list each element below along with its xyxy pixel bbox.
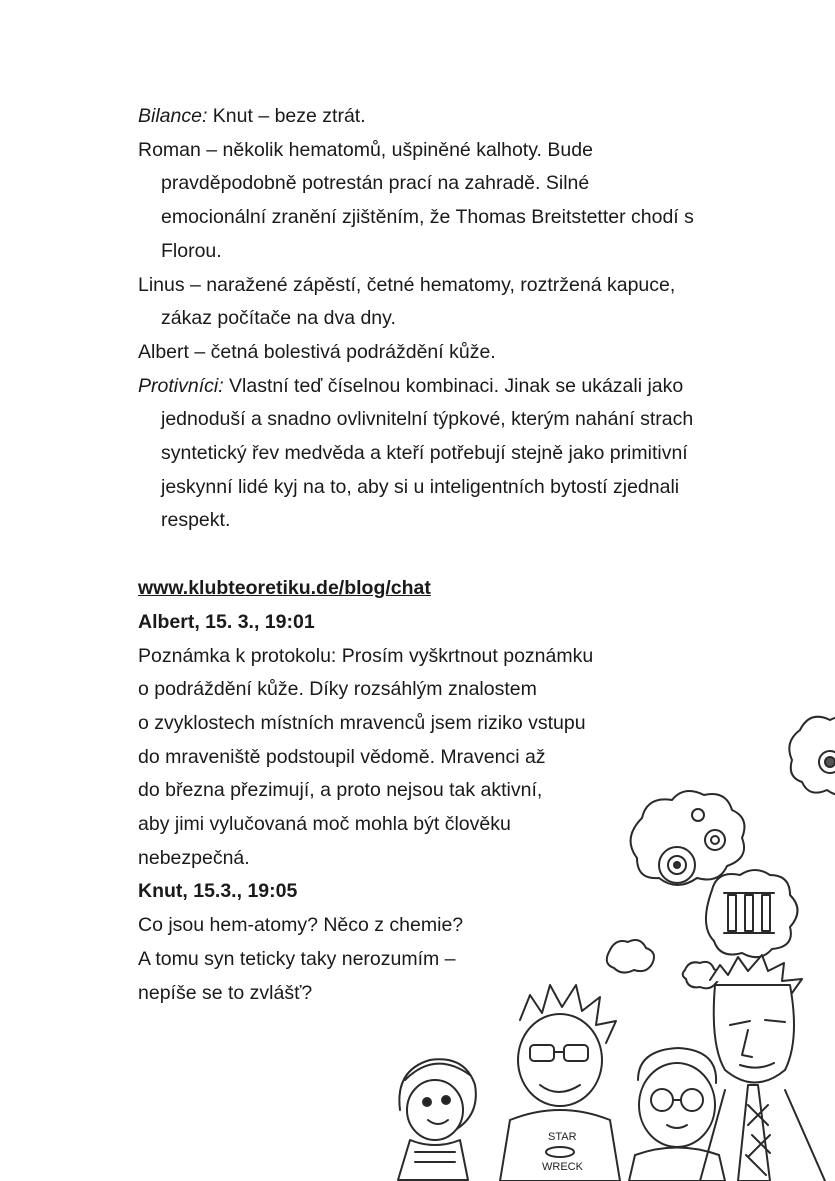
boy-round-glasses-character: [629, 1048, 725, 1181]
post1-line: nebezpečná.: [138, 846, 250, 869]
thought-cloud-top-right: [789, 717, 835, 795]
thought-cloud-columns: [706, 870, 798, 957]
post1-line: o zvyklostech místních mravenců jsem riziko vstupu: [138, 711, 586, 734]
linus-paragraph: Linus – naražené zápěstí, četné hematomy, roztržená kapuce, zákaz počítače na dva dny.: [138, 273, 676, 330]
illustration: [380, 700, 835, 1181]
tall-boy-character: [700, 955, 825, 1181]
boy-with-glasses-character: [500, 985, 620, 1181]
shirt-text-star: STAR: [548, 1131, 577, 1143]
roman-paragraph: Roman – několik hematomů, ušpiněné kalhoty. Bude pravděpodobně potrestán prací na zahradě. Silné emocionální zranění zjištěním, že Thomas Breitstetter chodí s Florou.: [138, 138, 694, 262]
girl-character: [398, 1059, 476, 1180]
post1-line: o podráždění kůže. Díky rozsáhlým znalostem: [138, 678, 537, 701]
section-gap: [138, 538, 698, 572]
protivnici-label: Protivníci:: [138, 374, 224, 397]
post1-line: do mraveniště podstoupil vědomě. Mravenci až: [138, 745, 546, 768]
protivnici-paragraph: [138, 370, 698, 539]
post2-line: A tomu syn teticky taky nerozumím –: [138, 947, 456, 970]
shirt-text-wreck: WRECK: [542, 1161, 583, 1173]
small-cloud-left: [607, 940, 654, 973]
post1-line: do března přezimují, a proto nejsou tak aktivní,: [138, 779, 543, 802]
post1-line: Poznámka k protokolu: Prosím vyškrtnout poznámku: [138, 644, 594, 667]
thought-cloud-gear: [631, 791, 745, 885]
post2-line: Co jsou hem-atomy? Něco z chemie?: [138, 914, 464, 937]
chat-url-link[interactable]: www.klubteoretiku.de/blog/chat: [138, 577, 431, 600]
bilance-paragraph: [138, 100, 698, 134]
illustration-drawing: [380, 700, 835, 1181]
post1-line: aby jimi vylučovaná moč mohla být člověku: [138, 813, 511, 836]
protivnici-text: Vlastní teď číselnou kombinaci. Jinak se ukázali jako jednoduší a snadno ovlivnitelní týpkové, kterým nahání strach syntetický řev medvěda a kteří potřebují stejně jako primitivní jeskynní lidé kyj na to, aby si u inteligentních bytostí zjednali respekt.: [161, 374, 694, 532]
post2-line: nepíše se to zvlášť?: [138, 981, 313, 1004]
albert-paragraph: Albert – četná bolestivá podráždění kůže.: [138, 340, 496, 363]
bilance-label: Bilance:: [138, 105, 208, 127]
post2-header: Knut, 15.3., 19:05: [138, 880, 298, 903]
bilance-text: Knut – beze ztrát.: [207, 105, 366, 127]
post1-header: Albert, 15. 3., 19:01: [138, 610, 315, 633]
